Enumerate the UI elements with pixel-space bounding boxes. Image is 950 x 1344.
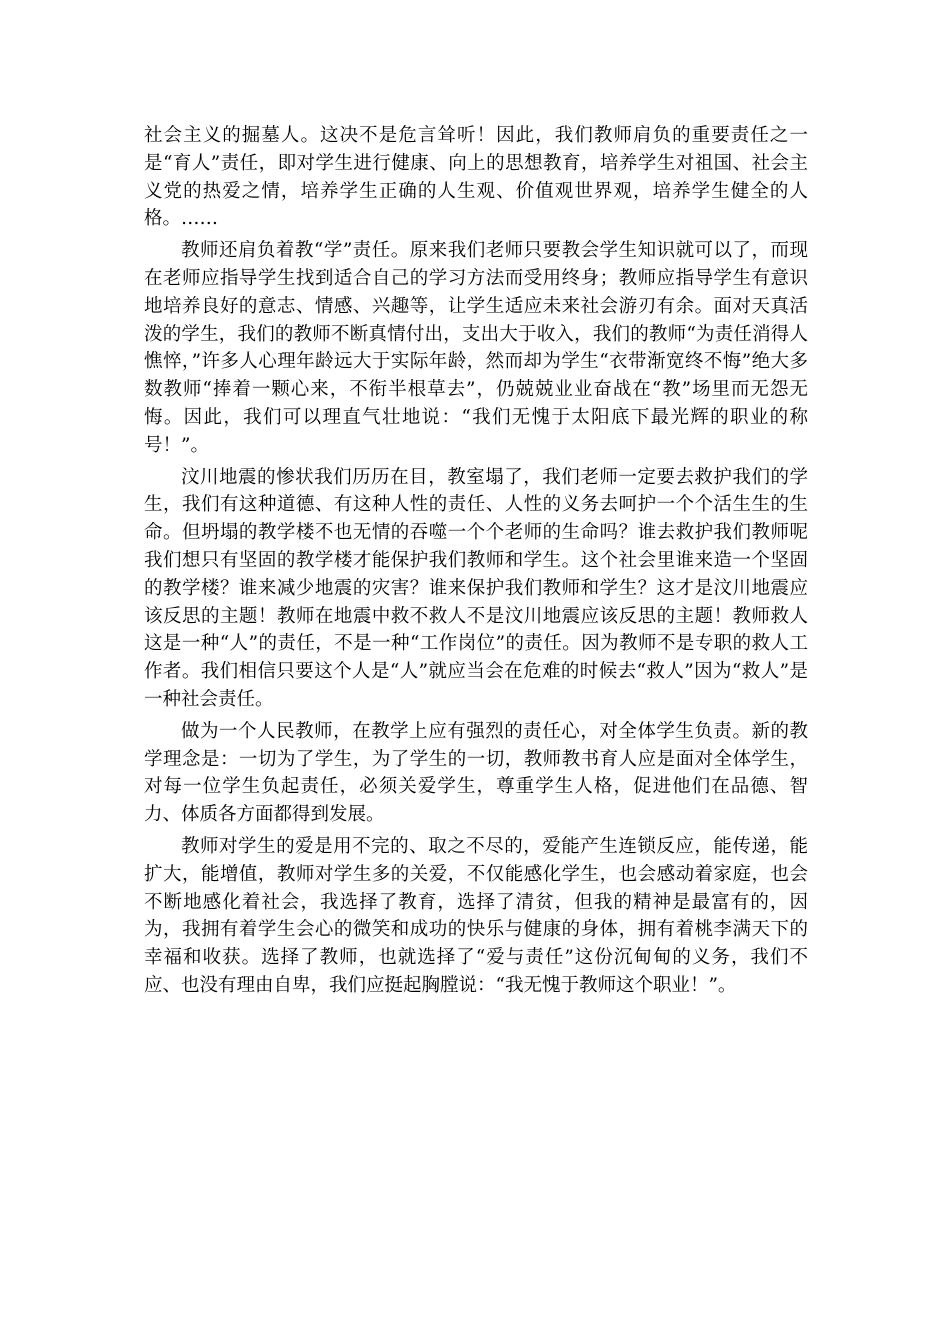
- paragraph-2: 教师还肩负着教“学”责任。原来我们老师只要教会学生知识就可以了，而现在老师应指导学生找到适合自己的学习方法而受用终身；教师应指导学生有意识地培养良好的意志、情感、兴趣等，让学生适应未来社会游刃有余。面对天真活泼的学生，我们的教师不断真情付出，支出大于收入，我们的教师“为责任消得人憔悴，”许多人心理年龄远大于实际年龄，然而却为学生“衣带渐宽终不悔”绝大多数教师“捧着一颗心来，不衔半根草去”，仍兢兢业业奋战在“教”场里而无怨无悔。因此，我们可以理直气壮地说：“我们无愧于太阳底下最光辉的职业的称号！”。: [144, 240, 808, 456]
- document-body: [144, 122, 808, 1004]
- paragraph-4: 做为一个人民教师，在教学上应有强烈的责任心，对全体学生负责。新的教学理念是：一切为了学生，为了学生的一切，教师教书育人应是面对全体学生，对每一位学生负起责任，必须关爱学生，尊重学生人格，促进他们在品德、智力、体质各方面都得到发展。: [144, 720, 808, 826]
- paragraph-5: 教师对学生的爱是用不完的、取之不尽的，爱能产生连锁反应，能传递，能扩大，能增值，教师对学生多的关爱，不仅能感化学生，也会感动着家庭，也会不断地感化着社会，我选择了教育，选择了清贫，但我的精神是最富有的，因为，我拥有着学生会心的微笑和成功的快乐与健康的身体，拥有着桃李满天下的幸福和收获。选择了教师，也就选择了“爱与责任”这份沉甸甸的义务，我们不应、也没有理由自卑，我们应挺起胸膛说：“我无愧于教师这个职业！”。: [144, 835, 808, 996]
- paragraph-1: 社会主义的掘墓人。这决不是危言耸听！因此，我们教师肩负的重要责任之一是“育人”责任，即对学生进行健康、向上的思想教育，培养学生对祖国、社会主义党的热爱之情，培养学生正确的人生观、价值观世界观，培养学生健全的人格。……: [144, 125, 808, 230]
- paragraph-3: 汶川地震的惨状我们历历在目，教室塌了，我们老师一定要去救护我们的学生，我们有这种道德、有这种人性的责任、人性的义务去呵护一个个活生生的生命。但坍塌的教学楼不也无情的吞噬一个个老师的生命吗？谁去救护我们教师呢我们想只有坚固的教学楼才能保护我们教师和学生。这个社会里谁来造一个坚固的教学楼？谁来减少地震的灾害？谁来保护我们教师和学生？这才是汶川地震应该反思的主题！教师在地震中救不救人不是汶川地震应该反思的主题！教师救人这是一种“人”的责任，不是一种“工作岗位”的责任。因为教师不是专职的救人工作者。我们相信只要这个人是“人”就应当会在危难的时候去“救人”因为“救人”是一种社会责任。: [144, 466, 808, 710]
